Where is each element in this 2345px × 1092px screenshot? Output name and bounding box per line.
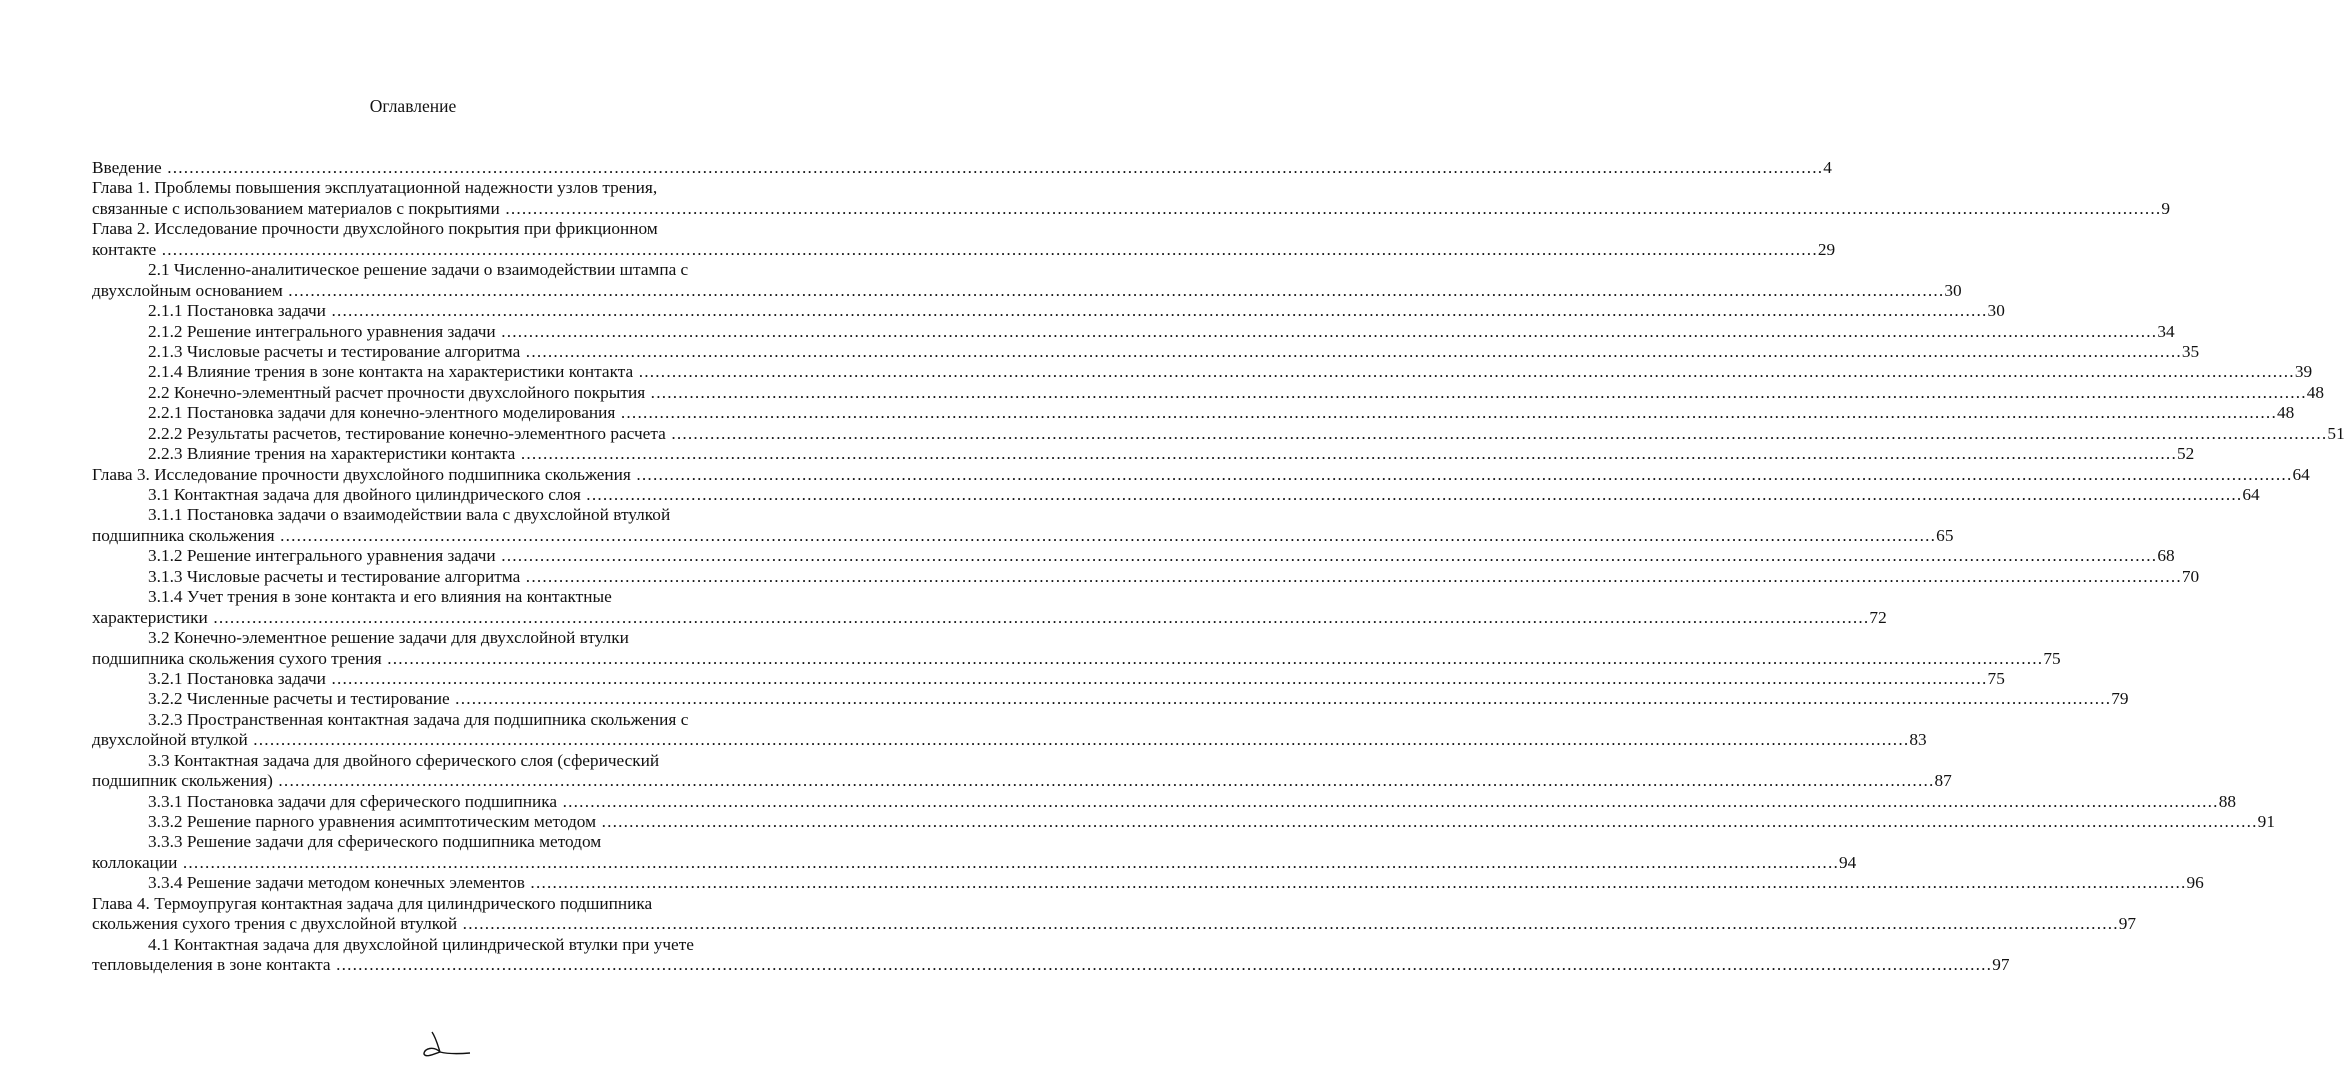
toc-page-number: 51 [2327, 423, 2345, 443]
toc-entry[interactable] [92, 628, 2061, 669]
toc-entry-line [92, 341, 2200, 362]
toc-entry-text: Глава 3. Исследование прочности двухслойного подшипника скольжения [92, 464, 631, 484]
toc-entry[interactable] [92, 362, 2313, 382]
toc-page-number: 97 [1992, 955, 2010, 975]
toc-entry-line [92, 505, 735, 525]
dot-leader: ............................................................................................................................................................................................................................................................................................................ [630, 464, 2293, 484]
dot-leader: ............................................................................................................................................................................................................................................................................................................ [580, 485, 2243, 504]
toc-entry-line [92, 689, 2129, 709]
toc-entry[interactable] [92, 444, 2195, 464]
toc-entry-line [92, 935, 735, 955]
toc-entry-text: двухслойным основанием [92, 280, 283, 300]
toc-entry[interactable] [92, 178, 2171, 219]
toc-page-number: 75 [2043, 648, 2061, 668]
toc-entry[interactable] [92, 464, 2310, 485]
toc-page-number: 87 [1934, 771, 1952, 791]
toc-entry-line [92, 566, 2200, 587]
dot-leader: ............................................................................................................................................................................................................................................................................................................ [557, 791, 2219, 811]
toc-page-number: 29 [1817, 239, 1836, 259]
toc-entry-text: 2.1 Численно-аналитическое решение задачи о взаимодействии штампа с [148, 260, 689, 280]
toc-entry-line [92, 628, 735, 648]
toc-entry-text: 2.1.3 Числовые расчеты и тестирование алгоритма [148, 341, 521, 361]
toc-entry-line [92, 423, 2345, 444]
toc-entry-line [92, 751, 735, 771]
toc-entry-text: Введение [92, 158, 162, 177]
toc-entry[interactable] [92, 158, 1832, 178]
toc-entry[interactable] [92, 485, 2260, 505]
dot-leader: ............................................................................................................................................................................................................................................................................................................ [449, 689, 2112, 709]
toc-entry[interactable] [92, 668, 2005, 689]
toc-entry-text: 2.2.3 Влияние трения на характеристики контакта [148, 444, 516, 464]
toc-page-number: 64 [2292, 464, 2310, 484]
dot-leader: ............................................................................................................................................................................................................................................................................................................ [495, 546, 2158, 566]
toc-entry-text: 3.1.1 Постановка задачи о взаимодействии вала с двухслойной втулкой [148, 505, 671, 525]
toc-page-number: 48 [2306, 382, 2325, 402]
toc-entry[interactable] [92, 382, 2325, 403]
toc-entry[interactable] [92, 423, 2345, 444]
toc-entry-text: 2.2.1 Постановка задачи для конечно-элентного моделирования [148, 403, 616, 423]
dot-leader: ............................................................................................................................................................................................................................................................................................................ [247, 730, 1910, 750]
toc-entry-text: 3.3.1 Постановка задачи для сферического подшипника [148, 791, 558, 811]
toc-entry-text: тепловыделения в зоне контакта [92, 955, 331, 975]
dot-leader: ............................................................................................................................................................................................................................................................................................................ [161, 158, 1824, 177]
toc-entry-text: 3.2.2 Численные расчеты и тестирование [148, 689, 450, 709]
toc-entry-text: 3.1.2 Решение интегрального уравнения задачи [148, 546, 496, 566]
toc-entry-text: 2.1.1 Постановка задачи [148, 301, 326, 321]
toc-entry[interactable] [92, 689, 2129, 709]
toc-page-number: 88 [2218, 791, 2236, 811]
toc-entry-line [92, 546, 2175, 566]
dot-leader: ............................................................................................................................................................................................................................................................................................................ [524, 873, 2187, 893]
toc-entry-text: коллокации [92, 852, 178, 872]
dot-leader: ............................................................................................................................................................................................................................................................................................................ [272, 771, 1935, 791]
toc-page-number: 9 [2161, 198, 2171, 218]
toc-entry-text: 2.1.4 Влияние трения в зоне контакта на характеристики контакта [148, 362, 634, 382]
dot-leader: ............................................................................................................................................................................................................................................................................................................ [645, 382, 2307, 402]
toc-entry-line [92, 587, 735, 607]
dot-leader: ............................................................................................................................................................................................................................................................................................................ [330, 955, 1993, 975]
toc-entry[interactable] [92, 341, 2200, 362]
table-of-contents [92, 158, 2345, 976]
toc-entry-text: 2.2 Конечно-элементный расчет прочности двухслойного покрытия [148, 382, 646, 402]
toc-entry-line [92, 525, 1954, 546]
toc-entry-line [92, 178, 735, 198]
toc-entry[interactable] [92, 505, 1954, 546]
toc-entry-line [92, 362, 2313, 382]
dot-leader: ............................................................................................................................................................................................................................................................................................................ [495, 321, 2158, 341]
toc-page-number: 52 [2176, 444, 2195, 464]
dot-leader: ............................................................................................................................................................................................................................................................................................................ [325, 301, 1988, 321]
dot-leader: ............................................................................................................................................................................................................................................................................................................ [381, 648, 2044, 668]
toc-entry-line [92, 771, 1952, 791]
toc-entry-line [92, 914, 2137, 934]
toc-entry-text: подшипника скольжения [92, 525, 275, 545]
toc-entry-line [92, 791, 2236, 812]
toc-entry-line [92, 955, 2010, 975]
toc-entry[interactable] [92, 566, 2200, 587]
toc-entry[interactable] [92, 301, 2005, 321]
dot-leader: ............................................................................................................................................................................................................................................................................................................ [520, 341, 2182, 361]
toc-entry-line [92, 710, 735, 730]
toc-entry-line [92, 219, 735, 239]
toc-entry-text: Глава 2. Исследование прочности двухслойного покрытия при фрикционном [92, 219, 658, 239]
toc-entry-line [92, 812, 2275, 832]
toc-entry-text: скольжения сухого трения с двухслойной втулкой [92, 914, 458, 934]
toc-entry[interactable] [92, 403, 2295, 423]
toc-entry-text: подшипник скольжения) [92, 771, 273, 791]
toc-page-number: 30 [1987, 301, 2005, 321]
toc-page-number: 34 [2157, 321, 2175, 341]
dot-leader: ............................................................................................................................................................................................................................................................................................................ [596, 812, 2258, 831]
dot-leader: ............................................................................................................................................................................................................................................................................................................ [499, 198, 2162, 218]
toc-entry[interactable] [92, 934, 2010, 976]
toc-entry-line [92, 301, 2005, 321]
dot-leader: ............................................................................................................................................................................................................................................................................................................ [207, 607, 1870, 627]
toc-entry[interactable] [92, 321, 2175, 342]
toc-entry-line [92, 730, 1927, 750]
toc-entry[interactable] [92, 812, 2275, 832]
toc-entry-text: 2.1.2 Решение интегрального уравнения задачи [148, 321, 496, 341]
toc-entry-line [92, 382, 2325, 403]
toc-entry[interactable] [92, 873, 2204, 893]
toc-entry-line [92, 280, 1962, 301]
toc-entry-text: 3.1.3 Числовые расчеты и тестирование алгоритма [148, 566, 521, 586]
toc-entry-line [92, 852, 1857, 873]
toc-entry[interactable] [92, 219, 1836, 260]
dot-leader: ............................................................................................................................................................................................................................................................................................................ [274, 525, 1937, 545]
dot-leader: ............................................................................................................................................................................................................................................................................................................ [665, 423, 2328, 443]
toc-entry-line [92, 668, 2005, 689]
toc-page-number: 94 [1839, 852, 1857, 872]
toc-entry-text: подшипника скольжения сухого трения [92, 648, 382, 668]
toc-entry-line [92, 648, 2061, 669]
dot-leader: ............................................................................................................................................................................................................................................................................................................ [177, 852, 1839, 872]
toc-entry-text: связанные с использованием материалов с покрытиями [92, 198, 500, 218]
toc-entry-line [92, 607, 1887, 628]
toc-page-number: 79 [2111, 689, 2129, 709]
toc-entry-text: 3.1.4 Учет трения в зоне контакта и его влияния на контактные [148, 587, 612, 607]
toc-page-number: 68 [2157, 546, 2175, 566]
toc-entry-line [92, 158, 1832, 178]
toc-entry-line [92, 321, 2175, 342]
toc-page-number: 39 [2294, 362, 2313, 382]
toc-page-number: 70 [2181, 566, 2200, 586]
signature-mark [418, 1030, 478, 1060]
dot-leader: ............................................................................................................................................................................................................................................................................................................ [457, 914, 2119, 934]
toc-page-number: 72 [1869, 607, 1887, 627]
toc-entry[interactable] [92, 709, 1927, 751]
toc-entry-text: 3.2.1 Постановка задачи [148, 668, 326, 688]
dot-leader: ............................................................................................................................................................................................................................................................................................................ [282, 280, 1945, 300]
toc-entry-line [92, 873, 2204, 893]
toc-entry-text: 3.3.3 Решение задачи для сферического подшипника методом [148, 832, 602, 852]
toc-page-number: 65 [1936, 525, 1954, 545]
toc-page-number: 48 [2276, 403, 2295, 423]
toc-entry[interactable] [92, 893, 2137, 935]
dot-leader: ............................................................................................................................................................................................................................................................................................................ [156, 239, 1818, 259]
toc-entry-line [92, 403, 2295, 423]
toc-entry[interactable] [92, 832, 1857, 873]
dot-leader: ............................................................................................................................................................................................................................................................................................................ [633, 362, 2295, 382]
toc-page-number: 4 [1823, 158, 1832, 177]
toc-entry[interactable] [92, 750, 1952, 792]
toc-entry-line [92, 444, 2195, 464]
toc-entry-line [92, 198, 2171, 219]
toc-entry-text: 3.3.4 Решение задачи методом конечных элементов [148, 873, 525, 893]
dot-leader: ............................................................................................................................................................................................................................................................................................................ [520, 566, 2182, 586]
page-title: Оглавление [369, 96, 457, 116]
toc-entry-text: двухслойной втулкой [92, 730, 248, 750]
toc-entry[interactable] [92, 791, 2236, 812]
toc-entry-line [92, 239, 1836, 260]
toc-entry-line [92, 260, 735, 280]
toc-page-number: 30 [1944, 280, 1962, 300]
dot-leader: ............................................................................................................................................................................................................................................................................................................ [615, 403, 2277, 423]
toc-entry-text: 4.1 Контактная задача для двухслойной цилиндрической втулки при учете [148, 934, 694, 954]
toc-page-number: 97 [2118, 914, 2137, 934]
toc-page-number: 75 [1987, 668, 2005, 688]
toc-page-number: 64 [2242, 485, 2260, 504]
toc-entry-text: 3.3 Контактная задача для двойного сферического слоя (сферический [148, 750, 660, 770]
toc-entry[interactable] [92, 260, 1962, 301]
toc-page-number: 96 [2186, 873, 2204, 893]
dot-leader: ............................................................................................................................................................................................................................................................................................................ [325, 668, 1988, 688]
toc-entry[interactable] [92, 587, 1887, 628]
toc-entry-line [92, 464, 2310, 485]
toc-page-number: 91 [2257, 812, 2275, 831]
dot-leader: ............................................................................................................................................................................................................................................................................................................ [515, 444, 2177, 464]
toc-entry-text: 2.2.2 Результаты расчетов, тестирование конечно-элементного расчета [148, 423, 666, 443]
toc-entry-text: 3.3.2 Решение парного уравнения асимптотическим методом [148, 812, 597, 831]
toc-entry-line [92, 485, 2260, 505]
toc-entry-text: Глава 4. Термоупругая контактная задача для цилиндрического подшипника [92, 893, 653, 913]
toc-page-number: 83 [1909, 730, 1927, 750]
toc-entry-text: 3.2 Конечно-элементное решение задачи для двухслойной втулки [148, 628, 629, 648]
toc-entry-text: 3.1 Контактная задача для двойного цилиндрического слоя [148, 485, 581, 504]
toc-entry-line [92, 832, 735, 852]
toc-entry-line [92, 894, 735, 914]
toc-entry[interactable] [92, 546, 2175, 566]
toc-entry-text: контакте [92, 239, 157, 259]
toc-entry-text: Глава 1. Проблемы повышения эксплуатационной надежности узлов трения, [92, 178, 658, 198]
toc-page-number: 35 [2181, 341, 2200, 361]
toc-entry-text: характеристики [92, 607, 208, 627]
toc-entry-text: 3.2.3 Пространственная контактная задача для подшипника скольжения с [148, 709, 689, 729]
